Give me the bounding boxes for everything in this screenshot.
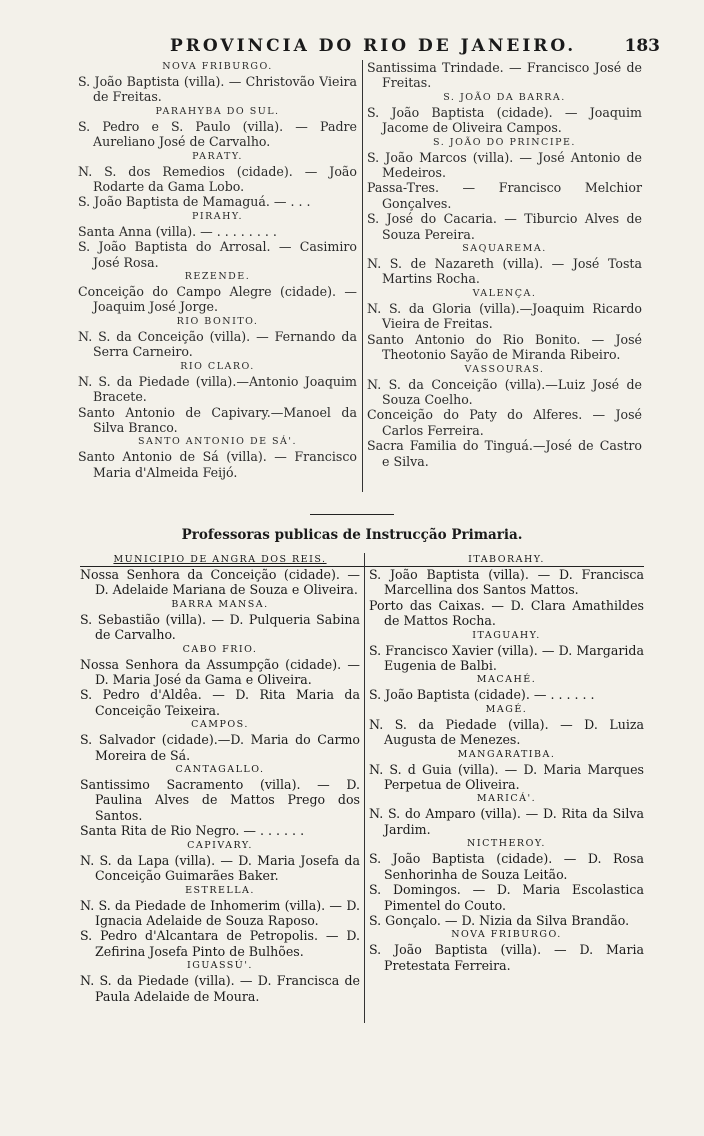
- list-entry: N. S. da Piedade (villa).—Antonio Joaquim Bracete.: [78, 373, 357, 405]
- district-heading: VALENÇA.: [472, 287, 537, 299]
- district-heading: CABO FRIO.: [182, 643, 258, 655]
- district-heading: CAMPOS.: [191, 719, 249, 731]
- list-entry: S. João Baptista (villa). — D. Francisca Marcellina dos Santos Mattos.: [369, 567, 644, 598]
- list-entry: Porto das Caixas. — D. Clara Amathildes de Mattos Rocha.: [369, 597, 644, 629]
- district-heading: RIO BONITO.: [176, 315, 259, 327]
- list-entry: S. Sebastião (villa). — D. Pulqueria Sabina de Carvalho.: [80, 611, 360, 643]
- list-entry: N. S. da Gloria (villa).—Joaquim Ricardo Vieira de Freitas.: [367, 300, 642, 332]
- list-entry: Nossa Senhora da Assumpção (cidade). —D. Maria José da Gama e Oliveira.: [80, 656, 360, 688]
- district-heading: ITAGUAHY.: [472, 629, 541, 641]
- list-entry: S. João Baptista do Arrosal. — Casimiro José Rosa.: [78, 239, 357, 270]
- district-heading: S. JOÃO DA BARRA.: [443, 91, 566, 103]
- page-number: 183: [624, 36, 660, 56]
- district-heading: ITABORAHY.: [468, 554, 545, 565]
- list-entry: S. Francisco Xavier (villa). — D. Margarida Eugenia de Balbi.: [369, 642, 644, 674]
- list-entry: N. S. da Lapa (villa). — D. Maria Josefa da Conceição Guimarães Baker.: [80, 852, 360, 884]
- section-divider-rule: [310, 514, 394, 515]
- list-entry: N. S. do Amparo (villa). — D. Rita da Silva Jardim.: [369, 806, 644, 837]
- list-entry: N. S. da Piedade de Inhomerim (villa). — D. Ignacia Adelaide de Souza Raposo.: [80, 897, 360, 928]
- list-entry: S. João Baptista (cidade). — . . . . . .: [369, 687, 595, 703]
- district-heading: MANGARATIBA.: [457, 748, 556, 760]
- district-heading: MACAHÉ.: [476, 674, 537, 686]
- list-entry: S. Pedro d'Aldêa. — D. Rita Maria da Conceição Teixeira.: [80, 687, 360, 718]
- list-entry: S. Salvador (cidade).—D. Maria do Carmo Moreira de Sá.: [80, 732, 360, 763]
- top-right-column: [367, 60, 642, 469]
- district-heading: CANTAGALLO.: [175, 764, 265, 776]
- list-entry: Santissimo Sacramento (villa). — D. Paulina Alves de Mattos Prego dos Santos.: [80, 777, 360, 823]
- district-heading: S. JOÃO DO PRINCIPE.: [433, 136, 576, 148]
- list-entry: N. S. da Piedade (villa). — D. Francisca de Paula Adelaide de Moura.: [80, 973, 360, 1004]
- list-entry: S. João Baptista de Mamaguá. — . . .: [78, 194, 311, 210]
- district-heading: PIRAHY.: [191, 210, 243, 222]
- list-entry: N. S. da Conceição (villa).—Luiz José de Souza Coelho.: [367, 376, 642, 407]
- list-entry: Conceição do Paty do Alferes. — José Carlos Ferreira.: [367, 407, 642, 438]
- section-title: Professoras publicas de Instrucção Primaria.: [181, 527, 523, 543]
- list-entry: Santo Antonio de Capivary.—Manoel da Silva Branco.: [78, 404, 357, 435]
- top-left-column: [78, 60, 357, 480]
- list-entry: Passa-Tres. — Francisco Melchior Gonçalves.: [367, 180, 642, 211]
- district-heading: MUNICIPIO DE ANGRA DOS REIS.: [113, 554, 327, 565]
- list-entry: S. Gonçalo. — D. Nizia da Silva Brandão.: [369, 912, 630, 928]
- list-entry: N. S. d Guia (villa). — D. Maria Marques Perpetua de Oliveira.: [369, 761, 644, 793]
- list-entry: S. Pedro e S. Paulo (villa). — Padre Aureliano José de Carvalho.: [78, 118, 357, 150]
- list-entry: Santa Rita de Rio Negro. — . . . . . .: [80, 823, 305, 839]
- district-heading: PARAHYBA DO SUL.: [155, 105, 280, 117]
- district-heading: BARRA MANSA.: [171, 598, 269, 610]
- district-heading: NICTHEROY.: [467, 838, 546, 850]
- list-entry: S. João Baptista (villa). — Christovão Vieira de Freitas.: [78, 74, 357, 105]
- list-entry: S. João Baptista (cidade). — Joaquim Jacome de Oliveira Campos.: [367, 104, 642, 136]
- list-entry: Conceição do Campo Alegre (cidade). — Joaquim José Jorge.: [78, 284, 357, 315]
- list-entry: S. Pedro d'Alcantara de Petropolis. — D. Zefirina Josefa Pinto de Bulhões.: [80, 928, 360, 959]
- list-entry: N. S. dos Remedios (cidade). — João Rodarte da Gama Lobo.: [78, 163, 357, 195]
- bottom-column-divider: [364, 553, 365, 1023]
- list-entry: S. João Baptista (villa). — D. Maria Pretestata Ferreira.: [369, 942, 644, 973]
- list-entry: S. José do Cacaria. — Tiburcio Alves de Souza Pereira.: [367, 211, 642, 242]
- bottom-left-column: [80, 553, 360, 1004]
- list-entry: N. S. da Conceição (villa). — Fernando da Serra Carneiro.: [78, 328, 357, 360]
- list-entry: S. Domingos. — D. Maria Escolastica Pimentel do Couto.: [369, 882, 644, 913]
- list-entry: N. S. de Nazareth (villa). — José Tosta Martins Rocha.: [367, 256, 642, 287]
- bottom-right-column: [369, 553, 644, 973]
- list-entry: S. João Marcos (villa). — José Antonio de Medeiros.: [367, 149, 642, 181]
- list-entry: Santo Antonio do Rio Bonito. — José Theotonio Sayão de Miranda Ribeiro.: [367, 331, 642, 363]
- page-header: [0, 36, 704, 58]
- district-heading: MAGÉ.: [485, 703, 528, 715]
- list-entry: Santa Anna (villa). — . . . . . . . .: [78, 223, 277, 239]
- district-heading: NOVA FRIBURGO.: [162, 61, 273, 72]
- district-heading: REZENDE.: [184, 271, 251, 283]
- list-entry: Santissima Trindade. — Francisco José de Freitas.: [367, 60, 642, 91]
- district-heading: NOVA FRIBURGO.: [451, 929, 562, 941]
- district-heading: SANTO ANTONIO DE SÁ'.: [137, 436, 298, 448]
- page-title: PROVINCIA DO RIO DE JANEIRO.: [170, 36, 577, 56]
- district-heading: ESTRELLA.: [185, 884, 255, 896]
- district-heading: CAPIVARY.: [187, 839, 253, 851]
- list-entry: S. João Baptista (cidade). — D. Rosa Senhorinha de Souza Leitão.: [369, 851, 644, 882]
- list-entry: Nossa Senhora da Conceição (cidade). — D. Adelaide Mariana de Souza e Oliveira.: [80, 567, 360, 598]
- list-entry: Sacra Familia do Tinguá.—José de Castro e Silva.: [367, 438, 642, 469]
- district-heading: IGUASSÚ'.: [187, 960, 253, 972]
- list-entry: Santo Antonio de Sá (villa). — Francisco Maria d'Almeida Feijó.: [78, 449, 357, 480]
- list-entry: N. S. da Piedade (villa). — D. Luiza Augusta de Menezes.: [369, 716, 644, 748]
- top-column-divider: [362, 60, 363, 492]
- district-heading: RIO CLARO.: [180, 360, 255, 372]
- district-heading: VASSOURAS.: [464, 363, 545, 375]
- district-heading: MARICÁ'.: [476, 793, 537, 805]
- district-heading: PARATY.: [192, 150, 243, 162]
- district-heading: SAQUAREMA.: [462, 243, 547, 255]
